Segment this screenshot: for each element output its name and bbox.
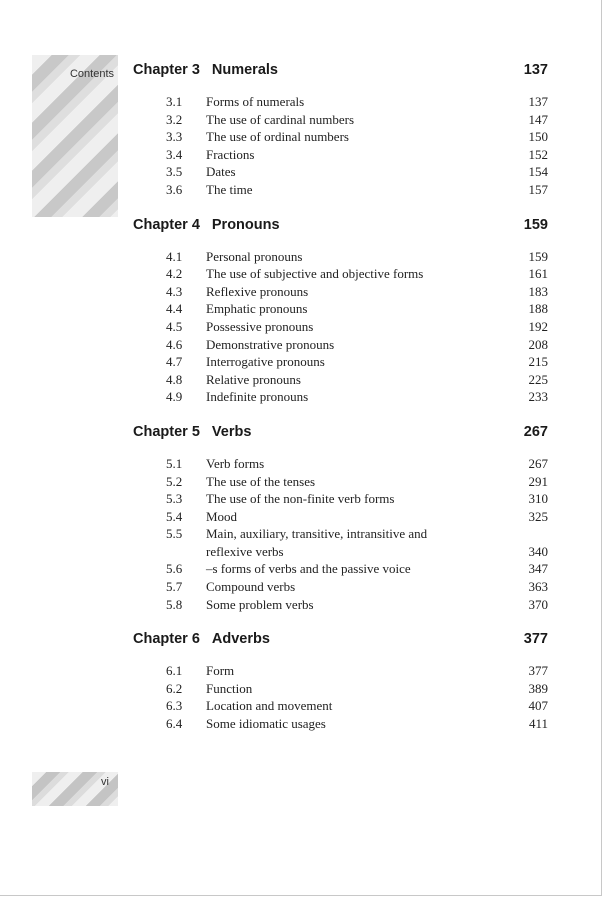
entry-number: 4.1: [166, 248, 183, 264]
chapter-page: 267: [523, 423, 548, 440]
entry-title: [199, 525, 508, 560]
entry-title: [199, 300, 508, 318]
chapter-label: Chapter 4: [133, 216, 200, 233]
entry-title-line: Form: [206, 663, 235, 679]
entry-title-line: Dates: [206, 164, 236, 180]
entry-page: 147: [528, 111, 548, 127]
entry-number: 5.3: [166, 491, 183, 507]
entry-title: [199, 508, 508, 526]
entry-title-line: The use of subjective and objective forms: [206, 266, 424, 282]
entry-title: [199, 473, 508, 491]
entry-page: 310: [528, 491, 548, 507]
entry-number: 5.2: [166, 473, 183, 489]
entry-title-line: Interrogative pronouns: [206, 354, 325, 370]
folio-tab: [32, 772, 118, 806]
toc-entry: [133, 525, 548, 560]
entry-title-line: Location and movement: [206, 698, 333, 714]
toc-entry: [133, 715, 548, 733]
entry-number: 5.7: [166, 579, 183, 595]
chapter-title: Numerals: [211, 62, 278, 78]
entry-title: [199, 455, 508, 473]
entry-number: 3.1: [166, 94, 183, 109]
toc-entry: [133, 111, 548, 129]
entry-number: 3.5: [166, 164, 183, 180]
toc-entry: [133, 662, 548, 680]
entry-number: 5.8: [166, 596, 183, 612]
entry-title-line: Some idiomatic usages: [206, 716, 326, 732]
toc-entry: [133, 560, 548, 578]
entry-number: 3.2: [166, 111, 183, 127]
toc-entry: [133, 163, 548, 181]
entry-page: 411: [528, 716, 548, 732]
entry-number: 4.2: [166, 266, 183, 282]
entry-page: 157: [528, 181, 548, 197]
entry-title: [199, 353, 508, 371]
toc-entry: [133, 371, 548, 389]
toc-entry: [133, 265, 548, 283]
entry-title: [199, 181, 508, 199]
toc-entry: [133, 455, 548, 473]
entry-number: 6.3: [166, 698, 183, 714]
entry-title: [199, 283, 508, 301]
entry-title-line: Reflexive pronouns: [206, 283, 309, 299]
chapter-label: Chapter 6: [133, 631, 200, 648]
entry-page: 161: [528, 266, 548, 282]
entry-title-line: Main, auxiliary, transitive, intransitive and: [206, 526, 428, 542]
entry-title-line: Compound verbs: [206, 579, 296, 595]
entry-number: 6.1: [166, 663, 183, 679]
toc-entry: [133, 128, 548, 146]
entry-page: 208: [528, 336, 548, 352]
toc-entry: [133, 283, 548, 301]
entry-title-line: Possessive pronouns: [206, 318, 314, 334]
entry-number: 3.3: [166, 129, 183, 145]
entry-title-line: Verb forms: [206, 455, 265, 471]
table-of-contents: [133, 62, 548, 751]
entry-page: 159: [528, 248, 548, 264]
entry-title: [199, 596, 508, 614]
entry-number: 4.3: [166, 283, 183, 299]
entry-page: 152: [528, 146, 548, 162]
entry-title-line: The time: [206, 181, 253, 197]
chapter-page: 137: [523, 62, 548, 78]
entry-page: 377: [528, 663, 548, 679]
entry-page: 137: [528, 94, 548, 109]
chapter-title: Adverbs: [211, 631, 270, 648]
chapter-heading: [133, 62, 548, 90]
entry-title-line: Mood: [206, 508, 238, 524]
entry-title: [199, 490, 508, 508]
entry-title-line: Emphatic pronouns: [206, 301, 308, 317]
entry-title: [199, 318, 508, 336]
entry-title: [199, 336, 508, 354]
toc-entry: [133, 146, 548, 164]
toc-entry: [133, 473, 548, 491]
entry-page: 389: [528, 680, 548, 696]
toc-entry: [133, 353, 548, 371]
entry-title: [199, 111, 508, 129]
entry-number: 6.4: [166, 716, 183, 732]
entry-title-line: The use of cardinal numbers: [206, 111, 355, 127]
toc-entry: [133, 93, 548, 111]
entry-title: [199, 248, 508, 266]
chapter-section: [133, 631, 548, 732]
entry-page: 347: [528, 561, 548, 577]
toc-entry: [133, 578, 548, 596]
entry-page: 154: [528, 164, 548, 180]
entry-page: 233: [528, 389, 548, 405]
toc-entry: [133, 336, 548, 354]
entry-title-line: The use of the non-finite verb forms: [206, 491, 395, 507]
chapter-label: Chapter 5: [133, 423, 200, 440]
chapter-heading: [133, 217, 548, 245]
entry-title-line: Function: [206, 680, 253, 696]
entry-title: [199, 697, 508, 715]
entry-page: 267: [528, 455, 548, 471]
chapter-page: 377: [523, 631, 548, 648]
entry-page: 325: [528, 508, 548, 524]
entry-page: 370: [528, 596, 548, 612]
entry-title: [199, 146, 508, 164]
chapter-title: Pronouns: [211, 216, 280, 233]
chapter-section: [133, 62, 548, 199]
toc-entry: [133, 508, 548, 526]
entry-title: [199, 578, 508, 596]
entry-title: [199, 163, 508, 181]
entry-title-line: reflexive verbs: [206, 543, 284, 559]
toc-entry: [133, 596, 548, 614]
entry-page: 363: [528, 579, 548, 595]
entry-title-line: Personal pronouns: [206, 248, 303, 264]
toc-entry: [133, 318, 548, 336]
entry-title-line: Relative pronouns: [206, 371, 301, 387]
toc-entry: [133, 697, 548, 715]
entry-page: 225: [528, 371, 548, 387]
entry-title: [199, 265, 508, 283]
entry-number: 4.4: [166, 301, 183, 317]
entry-title-line: Forms of numerals: [206, 94, 305, 109]
contents-tab: [32, 55, 118, 217]
entry-page: 150: [528, 129, 548, 145]
entry-number: 3.4: [166, 146, 183, 162]
chapter-section: [133, 217, 548, 406]
entry-page: 192: [528, 318, 548, 334]
entry-page: 183: [528, 283, 548, 299]
chapter-title: Verbs: [211, 423, 252, 440]
entry-number: 5.5: [166, 526, 183, 542]
entry-title: [199, 128, 508, 146]
chapter-page: 159: [523, 216, 548, 233]
entry-number: 4.7: [166, 354, 183, 370]
entry-number: 5.6: [166, 561, 183, 577]
entry-page: 291: [528, 473, 548, 489]
entry-title-line: Indefinite pronouns: [206, 389, 309, 405]
entry-page: 340: [528, 543, 548, 559]
toc-entry: [133, 388, 548, 406]
entry-title-line: –s forms of verbs and the passive voice: [206, 561, 411, 577]
entry-number: 3.6: [166, 181, 183, 197]
entry-title-line: Fractions: [206, 146, 255, 162]
toc-entry: [133, 300, 548, 318]
entry-page: 407: [528, 698, 548, 714]
entry-number: 4.5: [166, 318, 183, 334]
entry-number: 5.4: [166, 508, 183, 524]
entry-number: 6.2: [166, 680, 183, 696]
entry-title: [199, 371, 508, 389]
page-number: vi: [101, 776, 109, 788]
entry-title: [199, 560, 508, 578]
entry-title-line: Some problem verbs: [206, 596, 314, 612]
chapter-section: [133, 424, 548, 613]
chapter-heading: [133, 631, 548, 659]
entry-title: [199, 388, 508, 406]
entry-title: [199, 715, 508, 733]
toc-entry: [133, 490, 548, 508]
entry-title-line: Demonstrative pronouns: [206, 336, 335, 352]
contents-tab-label: Contents: [69, 68, 114, 80]
entry-number: 4.9: [166, 389, 183, 405]
entry-page: 215: [528, 354, 548, 370]
entry-number: 4.6: [166, 336, 183, 352]
entry-page: 188: [528, 301, 548, 317]
entry-title-line: The use of the tenses: [206, 473, 316, 489]
entry-number: 5.1: [166, 455, 183, 471]
chapter-heading: [133, 424, 548, 452]
entry-title: [199, 93, 508, 111]
toc-entry: [133, 248, 548, 266]
toc-entry: [133, 181, 548, 199]
entry-title: [199, 662, 508, 680]
toc-entry: [133, 680, 548, 698]
entry-number: 4.8: [166, 371, 183, 387]
entry-title-line: The use of ordinal numbers: [206, 129, 349, 145]
chapter-label: Chapter 3: [133, 62, 200, 78]
entry-title: [199, 680, 508, 698]
